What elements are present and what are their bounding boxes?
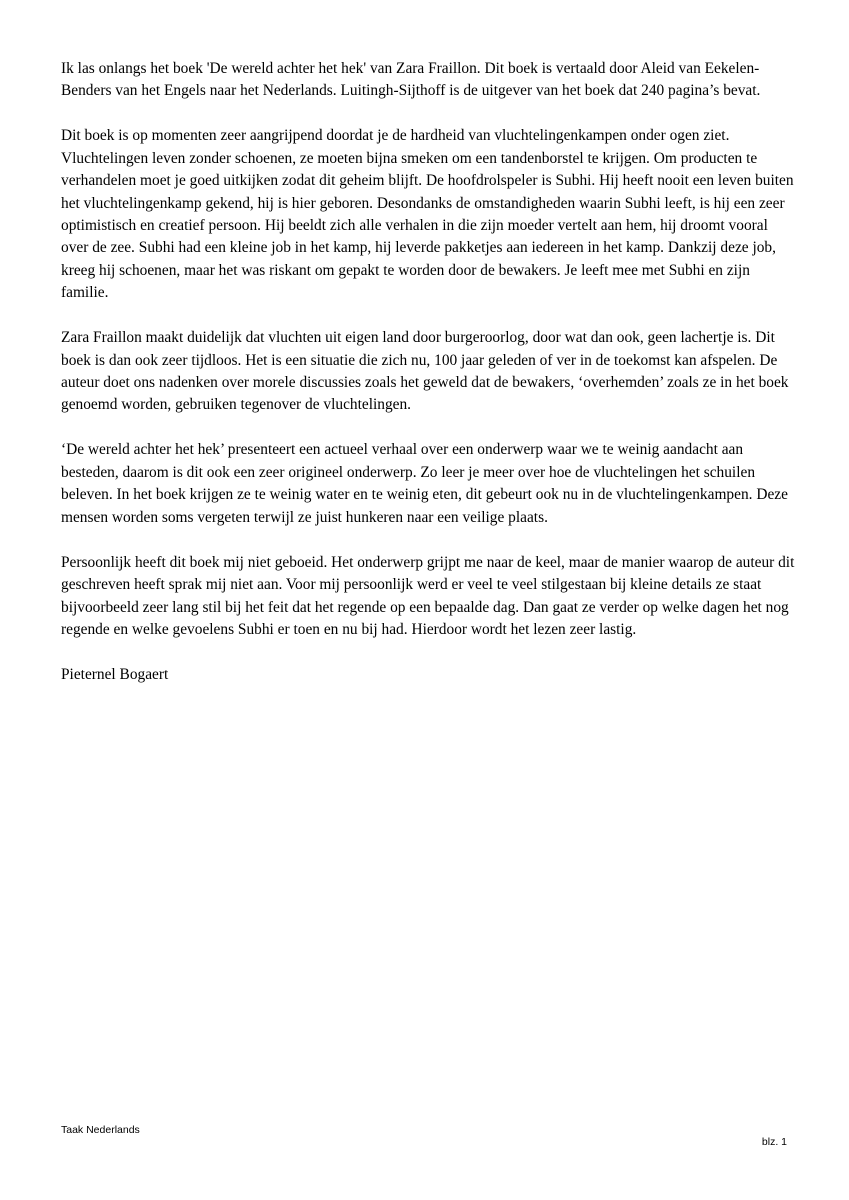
paragraph-intro: Ik las onlangs het boek 'De wereld achter het hek' van Zara Fraillon. Dit boek is vertaald door Aleid van Eekelen-Benders van het Engels naar het Nederlands. Luitingh-Sijthoff is de uitgever van het boek dat 240 pagina’s bevat. [61,60,761,100]
footer-course-label: Taak Nederlands [61,1124,140,1136]
footer-page-number: blz. 1 [761,1136,787,1148]
paragraph-author-message: Zara Fraillon maakt duidelijk dat vluchten uit eigen land door burgeroorlog, door wat dan ook, geen lachertje is. Dit boek is dan ook zeer tijdloos. Het is een situatie die zich nu, 100 jaar geleden of ver in de toekomst kan afspelen. De auteur doet ons nadenken over morele discussies zoals het geweld dat de bewakers, ‘overhemden’ zoals ze in het boek genoemd worden, gebruiken tegenover de vluchtelingen. [61,329,789,414]
paragraph-originality: ‘De wereld achter het hek’ presenteert een actueel verhaal over een onderwerp waar we te weinig aandacht aan besteden, daarom is dit ook een zeer origineel onderwerp. Zo leer je meer over hoe de vluchtelingen het schuilen beleven. In het boek krijgen ze te weinig water en te weinig eten, dit gebeurt ook nu in de vluchtelingenkampen. Deze mensen worden soms vergeten terwijl ze juist hunkeren naar een veilige plaats. [61,441,788,526]
document-body [61,58,796,709]
paragraph-personal-opinion: Persoonlijk heeft dit boek mij niet geboeid. Het onderwerp grijpt me naar de keel, maar de manier waarop de auteur dit geschreven heeft sprak mij niet aan. Voor mij persoonlijk werd er veel te veel stilgestaan bij kleine details ze staat bijvoorbeeld zeer lang stil bij het feit dat het regende op een bepaalde dag. Dan gaat ze verder op welke dagen het nog regende en welke gevoelens Subhi er toen en nu bij had. Hierdoor wordt het lezen zeer lastig. [61,553,795,638]
paragraph-summary: Dit boek is op momenten zeer aangrijpend doordat je de hardheid van vluchtelingenkampen onder ogen ziet. Vluchtelingen leven zonder schoenen, ze moeten bijna smeken om een tandenborstel te krijgen. Om producten te verhandelen moet je goed uitkijken zodat dit geheim blijft. De hoofdrolspeler is Subhi. Hij heeft nooit een leven buiten het vluchtelingenkamp gekend, hij is hier geboren. Desondanks de omstandigheden waarin Subhi leeft, is hij een zeer optimistisch en creatief persoon. Hij beeldt zich alle verhalen in die zijn moeder vertelt aan hem, hij droomt vooral over de zee. Subhi had een kleine job in het kamp, hij leverde pakketjes aan iedereen in het kamp. Dankzij deze job, kreeg hij schoenen, maar het was riskant om gepakt te worden door de bewakers. Je leeft mee met Subhi en zijn familie. [61,127,794,302]
author-signature: Pieternel Bogaert [61,665,169,683]
